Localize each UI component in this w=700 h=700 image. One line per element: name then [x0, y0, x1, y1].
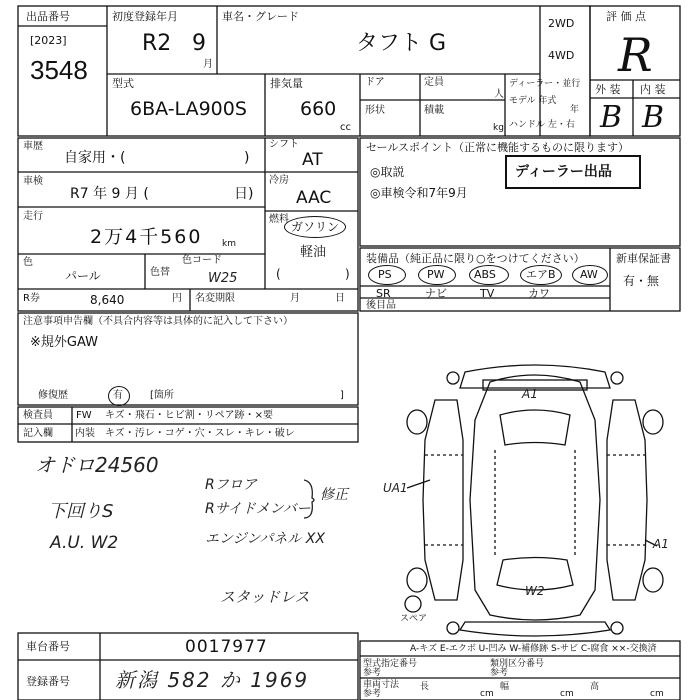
load-unit: kg [493, 123, 504, 133]
hand-studless: スタッドレス [220, 588, 310, 606]
plate-label: 登録番号 [26, 675, 70, 688]
hand-r-floor: Rフロア [205, 477, 257, 493]
chassis-label: 車台番号 [26, 640, 70, 653]
notes-content: ※規外GAW [30, 335, 99, 350]
legend-height: 高 [590, 682, 600, 692]
lot-label: 出品番号 [26, 10, 70, 23]
hand-repair-note: 修正 [320, 487, 348, 503]
repair-value: 有 [113, 390, 123, 401]
fill-label: 記入欄 [23, 428, 53, 439]
fuel-light-oil: 軽油 [300, 245, 327, 260]
equip-sr: SR [376, 287, 391, 300]
notes-title: 注意事項申告欄（不具合内容等は具体的に記入して下さい） [23, 316, 293, 327]
shape-label: 形状 [365, 105, 385, 116]
plate-value: 新潟 582 か 1969 [115, 668, 310, 692]
hand-au-w2: A.U. W2 [50, 533, 119, 553]
dealer-box-text: ディーラー出品 [515, 164, 612, 180]
ac-label: 冷房 [269, 175, 289, 186]
legend-width: 幅 [500, 682, 510, 692]
equip-tv: TV [480, 287, 495, 300]
drive-4wd: 4WD [548, 49, 575, 62]
legend-ref-3: 参考 [363, 689, 382, 699]
car-damage-diagram [395, 360, 680, 640]
repair-place-label: [箇所 [150, 390, 174, 401]
model-name-label: 車名・グレード [222, 10, 299, 23]
equip-pw: PW [427, 268, 445, 281]
equip-abs: ABS [474, 268, 496, 281]
color-swap-label: 色替 [150, 267, 170, 278]
color-value: パール [65, 269, 101, 283]
equipment-title: 装備品（純正品に限り○をつけてください） [366, 252, 585, 265]
interior-label: 内 装 [640, 83, 666, 96]
inspection-value: R7 年 9 月 ( [70, 186, 149, 202]
inspector-label: 検査員 [23, 410, 53, 421]
legend-ref-1: 参考 [363, 668, 382, 678]
repair-place-close: ] [340, 390, 344, 401]
diagram-left-mark: UA1 [383, 481, 408, 495]
color-label: 色 [23, 257, 33, 268]
inspection-day: 日) [234, 186, 254, 202]
interior-grade: B [642, 100, 665, 135]
fuel-paren-close: ) [345, 267, 350, 281]
door-label: ドア [365, 77, 385, 88]
exterior-label: 外 装 [595, 83, 621, 96]
fuel-gasoline: ガソリン [291, 220, 340, 234]
legend-codes: A-キズ E-エクボ U-凹み W-補修跡 S-サビ C-腐食 ××-交換済 [410, 644, 657, 654]
type-label: 型式 [112, 77, 134, 90]
capacity-label: 定員 [424, 77, 444, 88]
mileage-value: 2万4千560 [90, 226, 203, 248]
name-change-month: 月 [290, 293, 300, 304]
color-code-value: W25 [208, 271, 238, 286]
chassis-value: 0017977 [185, 637, 268, 657]
sales-point-2: ◎車検令和7年9月 [370, 186, 468, 200]
model-name: タフト G [356, 31, 447, 56]
equip-aw: AW [580, 268, 598, 281]
name-change-label: 名変期限 [195, 293, 235, 304]
history-close: ) [244, 150, 250, 166]
type-value: 6BA-LA900S [130, 98, 247, 120]
color-code-label: 色コード [182, 255, 222, 266]
recycle-unit: 円 [172, 293, 182, 304]
warranty-value: 有・無 [623, 274, 660, 288]
grade-value: R [618, 28, 653, 82]
repair-label: 修復歴 [38, 390, 68, 401]
hand-r-side-member: Rサイドメンバー [205, 501, 311, 517]
legend-ref-2: 参考 [490, 668, 509, 678]
first-reg-era: R2 [142, 31, 172, 56]
fw-label: FW [76, 410, 92, 421]
capacity-unit: 人 [494, 89, 504, 100]
year-unit: 年 [570, 105, 580, 115]
fw-legend: キズ・飛石・ヒビ割・リペア跡・×要 [105, 410, 273, 421]
dealer-box [505, 155, 641, 189]
displacement-value: 660 [300, 98, 337, 120]
legend-dimensions: 車両寸法 [363, 680, 400, 690]
shift-value: AT [302, 150, 323, 170]
load-label: 積載 [424, 105, 444, 116]
shift-label: シフト [269, 139, 299, 150]
hand-odometer: オドロ24560 [35, 453, 159, 477]
month-unit: 月 [203, 59, 213, 70]
dealer-parallel: ディーラー・並行 [509, 79, 581, 89]
drive-2wd: 2WD [548, 17, 575, 30]
mileage-unit: km [222, 239, 236, 249]
equip-navi: ナビ [425, 287, 447, 300]
recycle-label: R券 [23, 293, 40, 304]
history-value: 自家用・( [64, 150, 126, 166]
diagram-front-mark: A1 [522, 387, 538, 401]
exterior-grade: B [600, 100, 623, 135]
recycle-value: 8,640 [90, 293, 125, 307]
sales-point-1: ◎取説 [370, 165, 405, 179]
hand-brace [300, 478, 322, 520]
ac-value: AAC [296, 188, 332, 208]
legend-cm-3: cm [650, 689, 664, 699]
legend-cm-2: cm [560, 689, 574, 699]
interior-legend: キズ・汚レ・コゲ・穴・スレ・キレ・破レ [105, 428, 295, 439]
displacement-unit: cc [340, 122, 351, 133]
grade-label: 評 価 点 [606, 10, 646, 23]
handle: ハンドル 左・右 [509, 120, 575, 130]
sales-points-title: セールスポイント（正常に機能するものに限ります） [366, 141, 630, 154]
inspection-label: 車検 [23, 176, 43, 187]
hand-engine-note: エンジンパネル XX [205, 531, 325, 547]
fuel-label: 燃料 [269, 214, 289, 225]
lot-number: 3548 [30, 55, 88, 85]
legend-category: 類別区分番号 [490, 659, 545, 669]
first-reg-month: 9 [192, 31, 206, 56]
legend-length: 長 [420, 682, 430, 692]
name-change-day: 日 [335, 293, 345, 304]
mileage-label: 走行 [23, 211, 43, 222]
fuel-paren-open: ( [276, 267, 281, 281]
history-label: 車歴 [23, 141, 43, 152]
year-tag: [2023] [30, 34, 67, 47]
equip-ps: PS [378, 268, 392, 281]
legend-model-spec: 型式指定番号 [363, 659, 418, 669]
diagram-rear-mark: W2 [525, 584, 545, 598]
hand-underbody: 下回りS [48, 501, 114, 522]
warranty-label: 新車保証書 [616, 252, 671, 265]
model-year: モデル 年式 [509, 96, 557, 106]
first-reg-label: 初度登録年月 [112, 10, 178, 23]
diagram-spare-label: スペア [400, 614, 428, 624]
rear-seat-label: 後目品 [366, 300, 396, 311]
displacement-label: 排気量 [270, 77, 303, 90]
interior-inspection-label: 内装 [75, 428, 95, 439]
legend-cm-1: cm [480, 689, 494, 699]
equip-airbag: エアB [526, 268, 556, 281]
diagram-right-mark: A1 [653, 537, 669, 551]
equip-leather: カワ [528, 287, 550, 300]
